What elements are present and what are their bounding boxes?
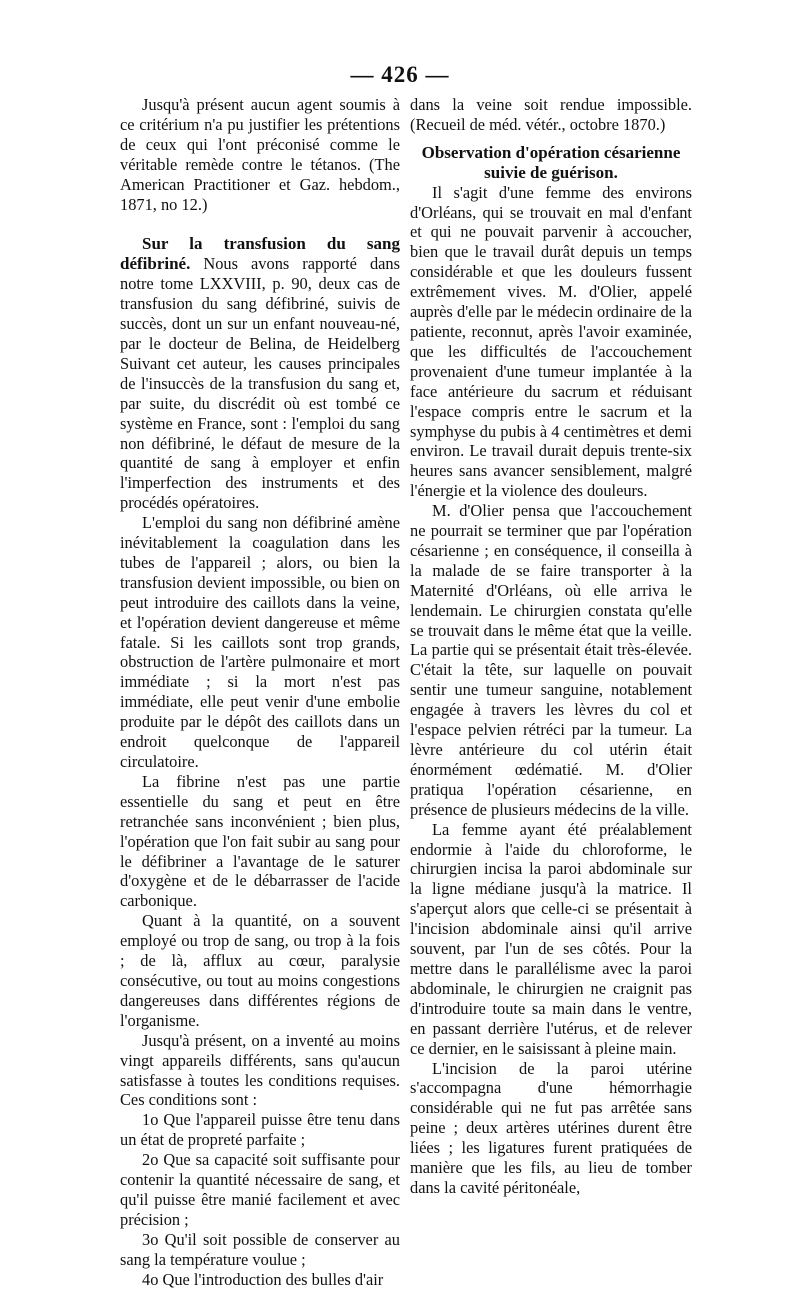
condition-4: 4o Que l'introduction des bulles d'air — [142, 1269, 384, 1289]
right-column — [410, 95, 692, 1198]
paragraph-transfusion-body: Nous avons rapporté dans notre tome LXXVIII, p. 90, deux cas de transfusion du sang défibriné, suivis de succès, dont un sur un enfant nouveau-né, par le docteur de Belina, de Heidelberg Suivant cet auteur, les causes principales de l'insuccès de la transfusion du sang et, par suite, du discrédit où est tombé ce système en France, sont : l'emploi du sang non défibriné, le défaut de mesure de la quantité de sang à employer et enfin l'imperfection des instruments et des procédés opératoires. — [120, 254, 400, 513]
paragraph-fibrine: La fibrine n'est pas une partie essentielle du sang et peut en être retranchée sans inconvénient ; bien plus, l'opération que l'on fait subir au sang pour le défibriner a l'avantage de le saturer d'oxygène et de le débarrasser de l'acide carbonique. — [120, 771, 400, 911]
section-heading-cesarienne: Observation d'opération césarienne suivie de guérison. — [421, 142, 681, 182]
paragraph-olier-decision: M. d'Olier pensa que l'accouchement ne pourrait se terminer que par l'opération césarienne ; en conséquence, il conseilla à la malade de se faire transporter à la Maternité d'Orléans, où elle arriva le lendemain. Le chirurgien constata qu'elle se trouvait dans le même état que la veille. La partie qui se présentait était très-élevée. C'était la tête, sur laquelle on pouvait sentir une tumeur sanguine, notablement engagée à travers les lèvres du col et l'espace pelvien rétréci par la tumeur. La lèvre antérieure du col utérin était énormément œdématié. M. d'Olier pratiqua l'opération césarienne, en présence de plusieurs médecins de la ville. — [410, 501, 692, 819]
paragraph-quantite: Quant à la quantité, on a souvent employé ou trop de sang, ou trop à la fois ; de là, afflux au cœur, paralysie consécutive, ou tout au moins congestions dangereuses dans différentes régions de l'organisme. — [120, 911, 400, 1030]
paragraph-appareils: Jusqu'à présent, on a inventé au moins vingt appareils différents, sans qu'aucun satisfasse à toutes les conditions requises. Ces conditions sont : — [120, 1030, 400, 1110]
condition-3: 3o Qu'il soit possible de conserver au sang la température voulue ; — [120, 1229, 400, 1269]
paragraph-coagulation: L'emploi du sang non défibriné amène inévitablement la coagulation dans les tubes de l'appareil ; alors, ou bien la transfusion devient impossible, ou bien on peut introduire des caillots dans la veine, et l'opération devient dangereuse et même fatale. Si les caillots sont trop grands, obstruction de l'artère pulmonaire et mort immédiate ; si la mort n'est pas immédiate, elle peut venir d'une embolie produite par le dépôt des caillots dans un endroit quelconque de l'appareil circulatoire. — [120, 513, 400, 771]
section-heading-transfusion: Sur la transfusion du sang défibriné. — [120, 234, 400, 274]
paragraph-incision: La femme ayant été préalablement endormie à l'aide du chloroforme, le chirurgien incisa la paroi abdominale sur la ligne médiane jusqu'à la matrice. Il s'aperçut alors que celle-ci se présentait à l'incision abdominale ainsi qu'il arrive souvent, par l'un de ses côtés. Pour la mettre dans le parallélisme avec la paroi abdominale, le chirurgien ne craignit pas d'introduire toute sa main dans le ventre, en passant derrière l'utérus, et de relever ce dernier, en le saisissant à pleine main. — [410, 819, 692, 1058]
condition-2: 2o Que sa capacité soit suffisante pour contenir la quantité nécessaire de sang, et qu'il puisse être manié facilement et avec précision ; — [120, 1150, 400, 1229]
paragraph-case-description: Il s'agit d'une femme des environs d'Orléans, qui se trouvait en mal d'enfant et qui ne pouvait parvenir à accoucher, bien que le travail durât depuis un temps considérable et que les douleurs fussent extrêmement vives. M. d'Olier, appelé auprès d'elle par le médecin ordinaire de la patiente, reconnut, après l'avoir examinée, que les difficultés de l'accouchement provenaient d'une tumeur implantée à la face antérieure du sacrum et réduisant l'espace compris entre le sacrum et la symphyse du pubis à 4 centimètres et demi environ. Le travail durait depuis trente-six heures sans avancer sensiblement, malgré l'énergie et la violence des douleurs. — [410, 182, 692, 501]
page-number: — 426 — — [350, 62, 450, 87]
left-column — [120, 95, 400, 1289]
condition-1: 1o Que l'appareil puisse être tenu dans un état de propreté parfaite ; — [120, 1110, 400, 1150]
paragraph-tetanos-end: Jusqu'à présent aucun agent soumis à ce critérium n'a pu justifier les prétentions de ceux qui l'ont préconisé comme le véritable remède contre le tétanos. (The American Practitioner et Gaz. hebdom., 1871, no 12.) — [120, 95, 400, 214]
paragraph-transfusion-intro — [120, 234, 400, 513]
paragraph-hemorrhagie: L'incision de la paroi utérine s'accompagna d'une hémorrhagie considérable qui ne fut pas arrêtée sans peine ; deux artères utérines durent être liées ; les ligatures furent pratiquées de manière que les fils, au lieu de tomber dans la cavité péritonéale, — [410, 1058, 692, 1197]
paragraph-transfusion-end: dans la veine soit rendue impossible. (Recueil de méd. vétér., octobre 1870.) — [410, 95, 692, 134]
